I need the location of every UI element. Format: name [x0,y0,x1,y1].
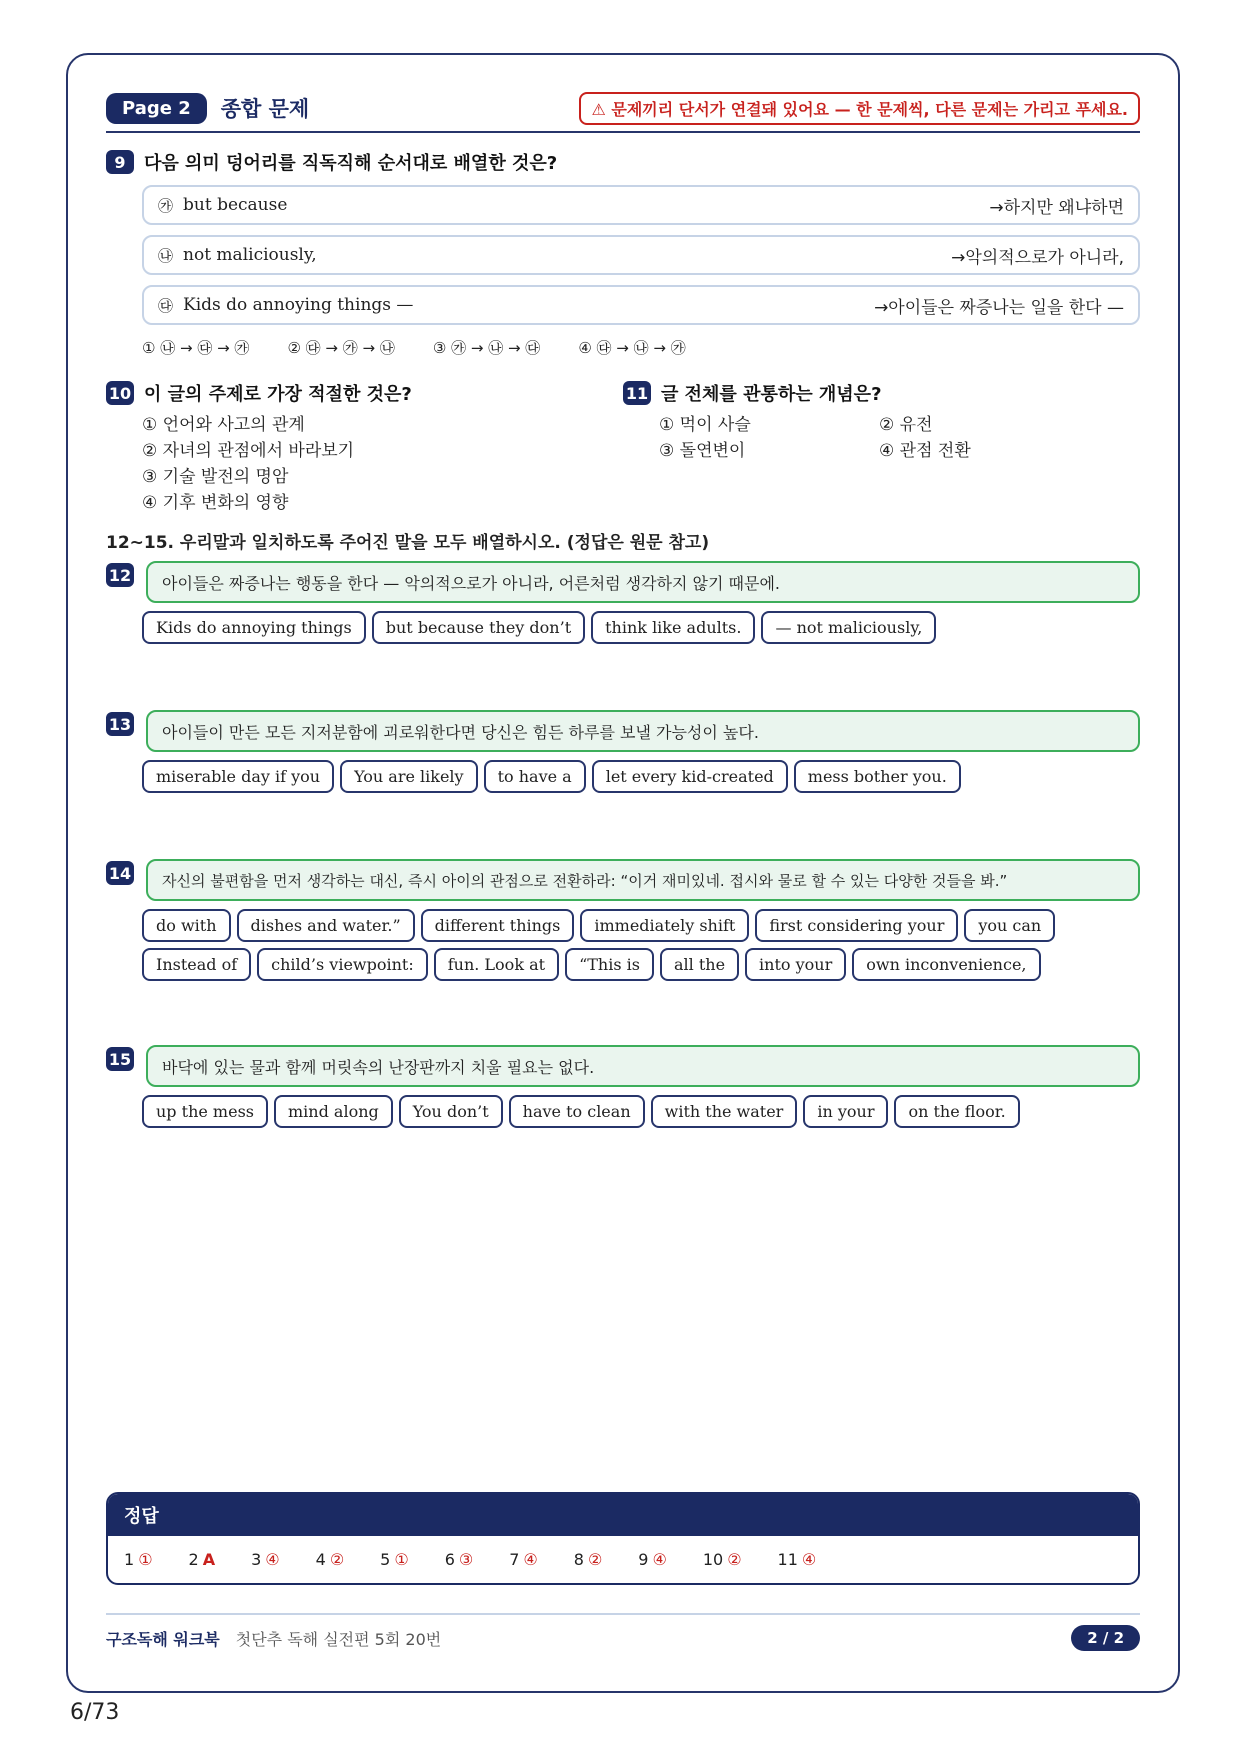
order-choices [142,337,1140,358]
answer-item [703,1550,760,1569]
word-chip[interactable]: do with [142,909,231,942]
word-chip[interactable]: up the mess [142,1095,268,1128]
answer-value: ④ [652,1550,667,1569]
word-chips [142,909,1140,948]
answer-item [638,1550,685,1569]
question-number: 12 [106,563,134,587]
answer-item [778,1550,835,1569]
word-chip[interactable]: dishes and water.” [237,909,415,942]
question-text: 글 전체를 관통하는 개념은? [661,384,882,405]
section-title: 12~15. 우리말과 일치하도록 주어진 말을 모두 배열하시오. (정답은 원문 참고) [106,533,710,553]
option-korean: →하지만 왜냐하면 [989,197,1124,218]
word-chips [142,611,1140,650]
word-chip[interactable]: think like adults. [591,611,755,644]
questions-10-11 [106,364,1140,516]
choice[interactable]: ③ 돌연변이 [659,441,746,461]
answer-item [189,1550,234,1569]
word-chip[interactable]: fun. Look at [434,948,559,981]
word-chip[interactable]: on the floor. [894,1095,1019,1128]
answer-item [509,1550,556,1569]
answer-number: 11 [777,1550,798,1569]
question-11-column [623,364,1140,516]
word-chip[interactable]: first considering your [755,909,958,942]
word-chip[interactable]: but because they don’t [372,611,585,644]
document-page-indicator: 6/73 [70,1700,120,1725]
word-chip[interactable]: into your [745,948,846,981]
word-chip[interactable]: in your [803,1095,888,1128]
question-number: 11 [623,381,651,405]
answer-value: A [202,1550,216,1569]
choice-list [659,412,1140,464]
option-symbol: ㉯ [158,246,174,265]
answer-number: 10 [702,1550,724,1569]
word-chip[interactable]: “This is [565,948,654,981]
word-chip[interactable]: different things [421,909,575,942]
choice[interactable]: ④ ㉰ → ㉯ → ㉮ [578,339,686,357]
arrange-question-12 [106,561,1140,603]
question-11 [623,380,1140,406]
chunk-option [142,185,1140,225]
question-number: 10 [106,381,134,405]
word-chip[interactable]: let every kid-created [592,760,788,793]
option-english: Kids do annoying things — [183,295,414,315]
answer-value: ④ [801,1550,817,1569]
answer-number: 2 [188,1550,199,1569]
question-10 [106,380,623,406]
answer-number: 9 [638,1550,649,1569]
option-symbol: ㉮ [158,196,174,215]
word-chip[interactable]: miserable day if you [142,760,334,793]
answer-value: ④ [265,1550,280,1569]
korean-sentence: 아이들이 만든 모든 지저분함에 괴로워한다면 당신은 힘든 하루를 보낼 가능성이 높다. [146,710,1140,752]
answer-item [251,1550,298,1569]
choice[interactable]: ③ 기술 발전의 명암 [142,467,289,487]
answer-item [574,1550,621,1569]
answer-value: ③ [458,1550,474,1569]
word-chips [142,1095,1140,1134]
answer-item [445,1550,492,1569]
choice[interactable]: ② ㉰ → ㉮ → ㉯ [287,339,395,357]
question-text: 다음 의미 덩어리를 직독직해 순서대로 배열한 것은? [144,153,558,174]
page-header [106,91,1140,133]
korean-sentence: 아이들은 짜증나는 행동을 한다 — 악의적으로가 아니라, 어른처럼 생각하지 않기 때문에. [146,561,1140,603]
warning-banner: ⚠ 문제끼리 단서가 연결돼 있어요 — 한 문제씩, 다른 문제는 가리고 푸세요. [579,92,1140,125]
option-korean: →악의적으로가 아니라, [951,247,1124,268]
page-badge: Page 2 [106,93,207,124]
choice[interactable]: ④ 관점 전환 [879,441,971,461]
question-number: 13 [106,712,134,736]
choice[interactable]: ② 유전 [879,415,933,435]
question-9 [106,149,1140,175]
footer-brand: 구조독해 워크북 [106,1629,220,1649]
word-chip[interactable]: mess bother you. [794,760,961,793]
korean-sentence: 바닥에 있는 물과 함께 머릿속의 난장판까지 치울 필요는 없다. [146,1045,1140,1087]
worksheet-page [66,53,1180,1693]
word-chip[interactable]: to have a [484,760,586,793]
korean-sentence: 자신의 불편함을 먼저 생각하는 대신, 즉시 아이의 관점으로 전환하라: “이거 재미있네. 접시와 물로 할 수 있는 다양한 것들을 봐.” [146,859,1140,901]
word-chip[interactable]: You don’t [399,1095,503,1128]
arrange-question-13 [106,710,1140,752]
page-count-badge: 2 / 2 [1071,1625,1140,1651]
answer-value: ① [394,1550,409,1569]
choice[interactable]: ① ㉯ → ㉰ → ㉮ [142,339,250,357]
answer-number: 7 [509,1550,520,1569]
choice[interactable]: ① 언어와 사고의 관계 [142,415,305,435]
word-chip[interactable]: child’s viewpoint: [257,948,428,981]
answer-value: ② [329,1550,345,1569]
answer-number: 5 [380,1550,391,1569]
choice[interactable]: ③ ㉮ → ㉯ → ㉰ [432,339,541,357]
page-footer [106,1613,1140,1651]
answer-item [316,1550,363,1569]
word-chip[interactable]: you can [964,909,1055,942]
question-number: 9 [106,150,134,174]
word-chip[interactable]: Kids do annoying things [142,611,366,644]
arrange-question-14 [106,859,1140,901]
word-chips [142,948,1140,987]
answer-list [108,1536,1138,1583]
choice[interactable]: ④ 기후 변화의 영향 [142,493,289,513]
word-chip[interactable]: mind along [274,1095,393,1128]
arrange-question-15 [106,1045,1140,1087]
word-chip[interactable]: immediately shift [580,909,749,942]
word-chip[interactable]: have to clean [509,1095,645,1128]
answer-value: ② [587,1550,603,1569]
choice[interactable]: ② 자녀의 관점에서 바라보기 [142,441,355,461]
option-english: not maliciously, [183,245,317,265]
word-chip[interactable]: own inconvenience, [852,948,1040,981]
page-title: 종합 문제 [220,97,310,121]
answer-number: 8 [573,1550,584,1569]
word-chip[interactable]: all the [660,948,739,981]
question-number: 15 [106,1047,134,1071]
answer-number: 6 [444,1550,455,1569]
word-chips [142,760,1140,799]
option-korean: →아이들은 짜증나는 일을 한다 — [874,297,1124,318]
answer-number: 3 [251,1550,262,1569]
word-chip[interactable]: You are likely [340,760,478,793]
answer-value: ④ [523,1550,538,1569]
word-chip[interactable]: — not maliciously, [761,611,936,644]
answer-key [106,1492,1140,1585]
chunk-option [142,235,1140,275]
answer-item [380,1550,427,1569]
word-chip[interactable]: with the water [651,1095,798,1128]
word-chip[interactable]: Instead of [142,948,251,981]
question-number: 14 [106,861,134,885]
option-symbol: ㉰ [158,296,174,315]
choice[interactable]: ① 먹이 사슬 [659,415,751,435]
answer-value: ② [727,1550,742,1569]
answer-value: ① [138,1550,153,1569]
answer-number: 1 [124,1550,135,1569]
question-text: 이 글의 주제로 가장 적절한 것은? [144,384,412,405]
worksheet-content [106,91,1140,1134]
footer-source: 첫단추 독해 실전편 5회 20번 [235,1629,442,1649]
answer-item [124,1550,171,1569]
choice-list [142,412,623,516]
chunk-option [142,285,1140,325]
question-10-column [106,364,623,516]
option-english: but because [183,195,288,215]
answer-number: 4 [315,1550,326,1569]
answer-key-title: 정답 [108,1494,1138,1536]
